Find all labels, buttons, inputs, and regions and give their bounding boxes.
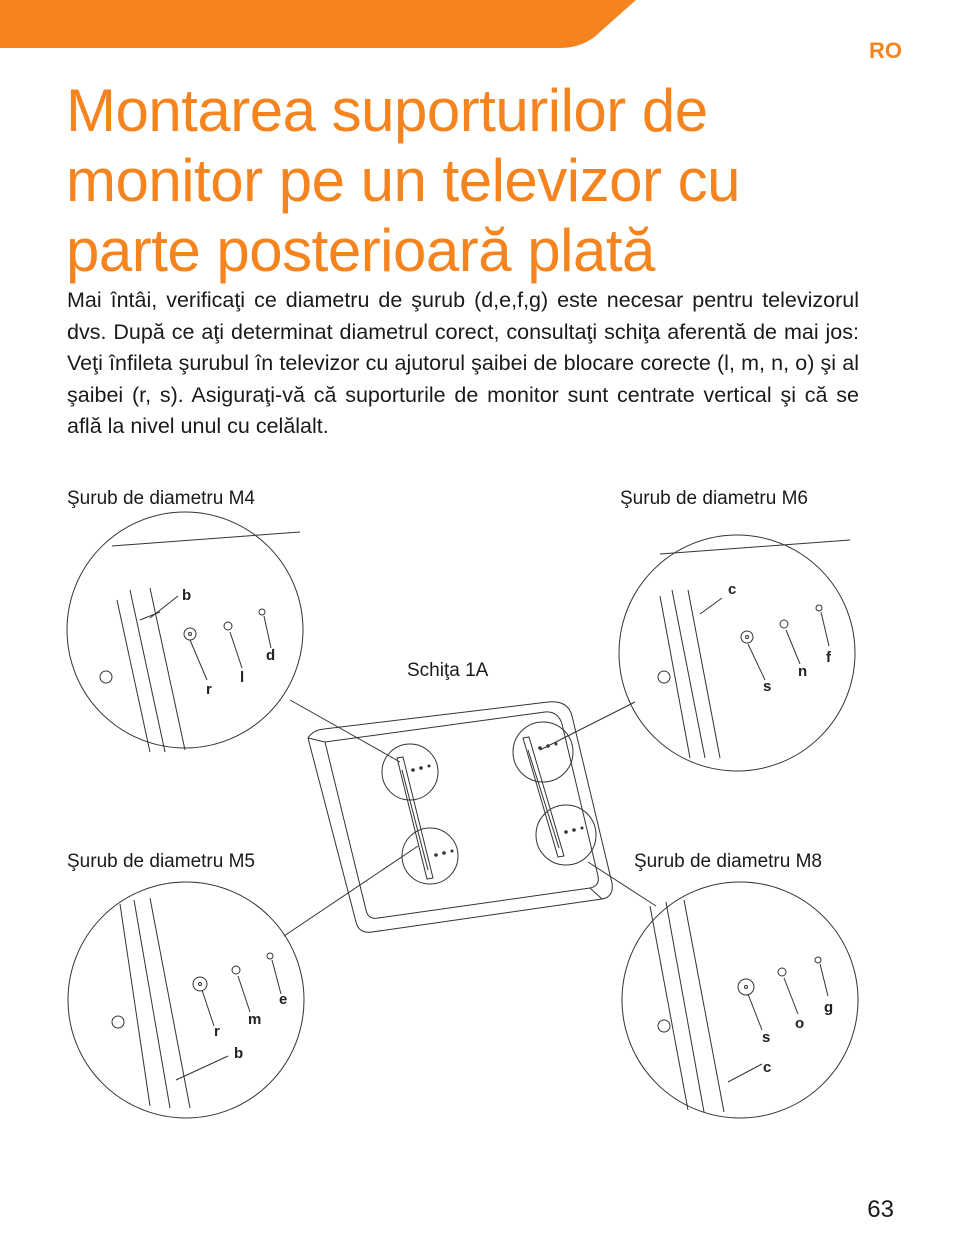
callout-m4-l: l [240, 669, 245, 686]
callout-m4-d: d [266, 647, 276, 664]
callout-m5-b: b [234, 1045, 244, 1062]
callout-m8-o: o [795, 1015, 805, 1032]
callout-m8-s: s [762, 1029, 771, 1046]
label-m6: Şurub de diametru M6 [620, 488, 808, 509]
label-m8: Şurub de diametru M8 [634, 851, 822, 872]
page-number: 63 [867, 1196, 894, 1223]
callout-m8-g: g [824, 999, 834, 1016]
page-title: Montarea suporturilor de monitor pe un televizor cu parte posterioară plată [66, 77, 741, 284]
detail-m8 [622, 882, 858, 1118]
callout-m8-c: c [763, 1059, 772, 1076]
intro-paragraph: Mai întâi, verificaţi ce diametru de şurub (d,e,f,g) este necesar pentru televizorul dvs. După ce aţi determinat diametrul corect, consultaţi schiţa aferentă de mai jos: Veţi înfileta şurubul în televizor cu ajutorul şaibei de blocare corecte (l, m, n, o) şi al şaibei (r, s). Asiguraţi-vă că suporturile de monitor sunt centrate vertical şi că se află la nivel unul cu celălalt. [67, 288, 859, 438]
label-m4: Şurub de diametru M4 [67, 488, 255, 509]
callout-m6-c: c [728, 581, 737, 598]
label-m5: Şurub de diametru M5 [67, 851, 255, 872]
callout-m6-n: n [798, 663, 808, 680]
callout-m5-e: e [279, 991, 288, 1008]
callout-m4-b: b [182, 587, 192, 604]
language-code: RO [869, 38, 902, 63]
callout-m6-s: s [763, 678, 772, 695]
figure-caption: Schiţa 1A [407, 660, 489, 681]
callout-m5-r: r [214, 1023, 220, 1040]
callout-m6-f: f [826, 649, 831, 666]
callout-m4-r: r [206, 681, 212, 698]
detail-m5 [68, 882, 304, 1118]
callout-m5-m: m [248, 1011, 262, 1028]
detail-m6 [619, 535, 855, 771]
detail-m4 [67, 512, 303, 752]
